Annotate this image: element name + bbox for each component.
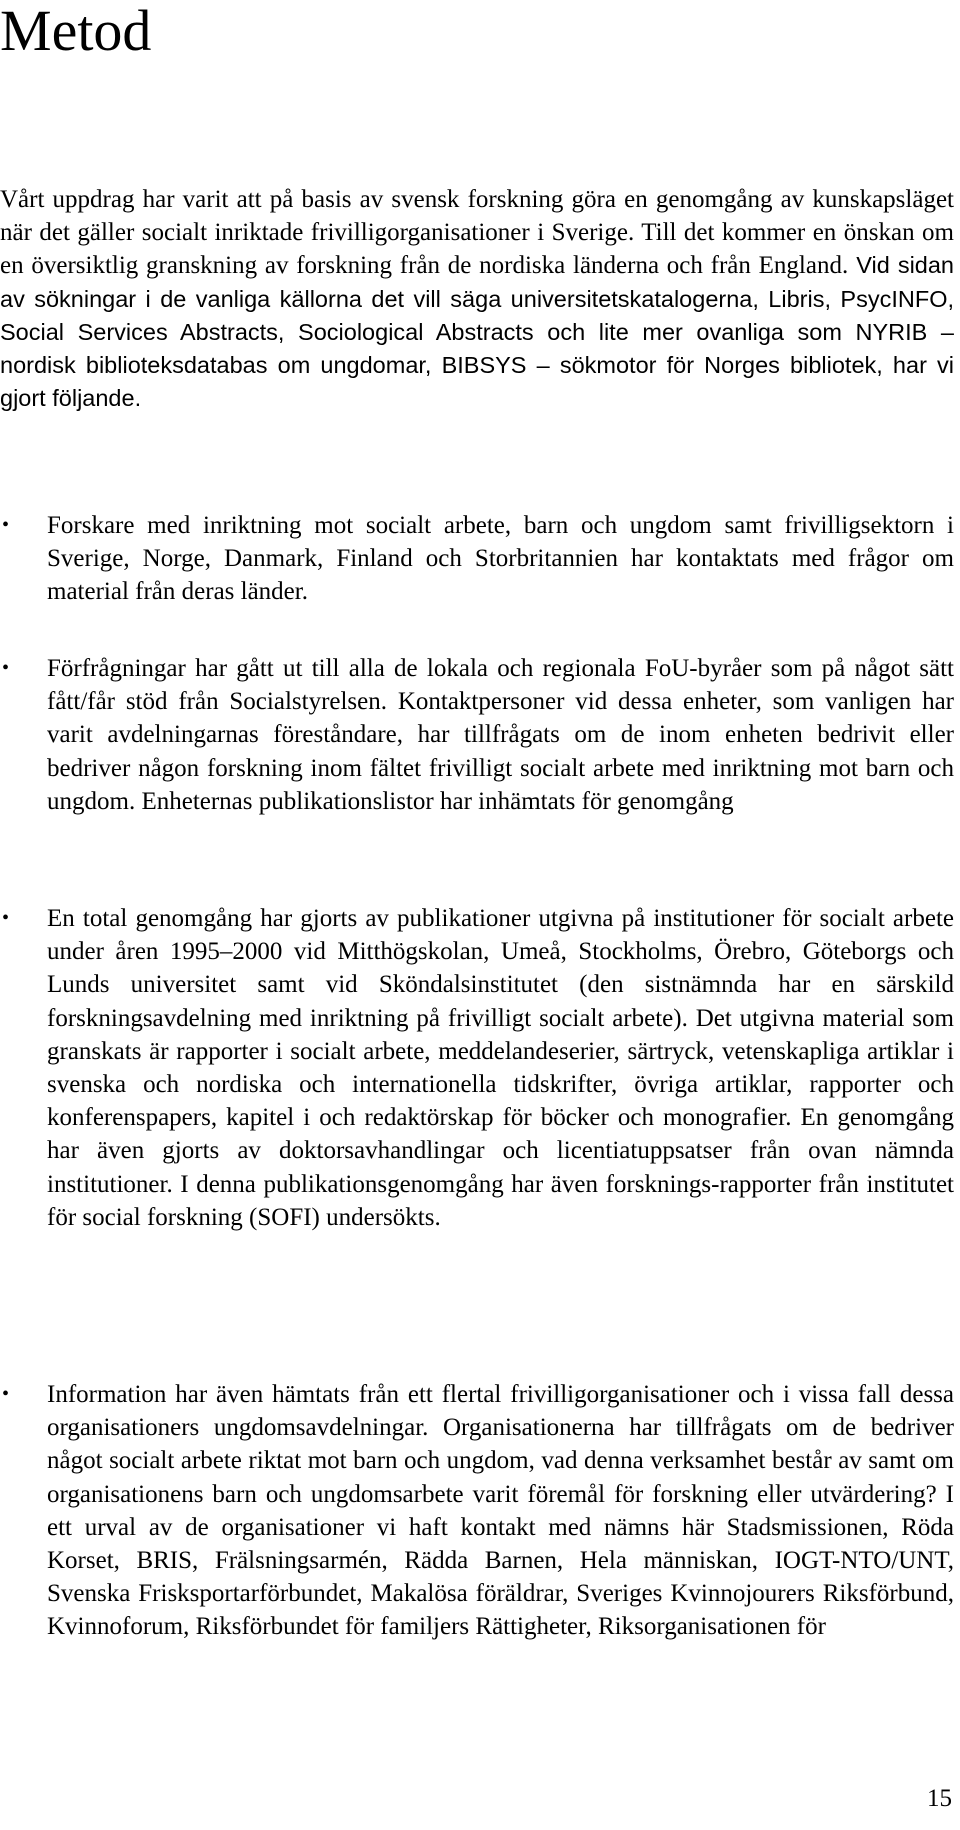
bullet-icon: • xyxy=(2,1383,10,1405)
bullet-item-publication-review xyxy=(0,902,954,1234)
bullet-item-organisations xyxy=(0,1378,954,1644)
bullet-item-researchers xyxy=(0,509,954,609)
bullet-text: En total genomgång har gjorts av publikationer utgivna på institutioner för socialt arbete under åren 1995–2000 vid Mitthögskolan, Umeå, Stockholms, Örebro, Göteborgs och Lunds universitet samt vid Sköndalsinstitutet (den sistnämnda har en särskild forskningsavdelning med inriktning på frivilligt socialt arbete). Det utgivna material som granskats är rapporter i socialt arbete, meddelandeserier, särtryck, vetenskapliga artiklar i svenska och nordiska och internationella tidskrifter, övriga artiklar, rapporter och konferenspapers, kapitel i och redaktörskap för böcker och monografier. En genomgång har även gjorts av doktorsavhandlingar och licentiatuppsatser från ovan nämnda institutioner. I denna publikationsgenomgång har även forsknings-rapporter från institutet för social forskning (SOFI) undersökts. xyxy=(47,905,954,1231)
intro-text-part1: Vårt uppdrag har varit att på basis av svensk forskning göra en genomgång av kunskapsläget när det gäller socialt inriktade frivilligorganisationer i Sverige. Till det kommer en önskan om en översiktlig granskning av forskning från de nordiska länderna och från England. xyxy=(0,186,954,280)
bullet-icon: • xyxy=(2,657,10,679)
bullet-icon: • xyxy=(2,907,10,929)
intro-paragraph xyxy=(0,183,954,415)
intro-text-part2: Vid sidan av sökningar i de vanliga källorna det vill säga universitetskatalogerna, Libris, PsycINFO, Social Services Abstracts, Sociological Abstracts och lite mer ovanliga som NYRIB – nordisk biblioteksdatabas om ungdomar, BIBSYS – sökmotor för Norges bibliotek, har vi gjort följande. xyxy=(0,252,954,412)
page-title: Metod xyxy=(0,0,152,63)
bullet-icon: • xyxy=(2,514,10,536)
bullet-text: Forskare med inriktning mot socialt arbete, barn och ungdom samt frivilligsektorn i Sverige, Norge, Danmark, Finland och Storbritannien har kontaktats med frågor om material från deras länder. xyxy=(47,512,954,606)
bullet-item-fou-inquiries xyxy=(0,652,954,818)
bullet-text: Information har även hämtats från ett flertal frivilligorganisationer och i vissa fall dessa organisationers ungdomsavdelningar. Organisationerna har tillfrågats om de bedriver något socialt arbete riktat mot barn och ungdom, vad denna verksamhet består av samt om organisationens barn och ungdomsarbete varit föremål för forskning eller utvärdering? I ett urval av de organisationer vi haft kontakt med nämns här Stadsmissionen, Röda Korset, BRIS, Frälsningsarmén, Rädda Barnen, Hela människan, IOGT-NTO/UNT, Svenska Frisksportarförbundet, Makalösa föräldrar, Sveriges Kvinnojourers Riksförbund, Kvinnoforum, Riksförbundet för familjers Rättigheter, Riksorganisationen för xyxy=(47,1381,954,1641)
page-number: 15 xyxy=(927,1785,952,1812)
bullet-text: Förfrågningar har gått ut till alla de lokala och regionala FoU-byråer som på något sätt fått/får stöd från Socialstyrelsen. Kontaktpersoner vid dessa enheter, som vanligen har varit avdelningarnas föreståndare, har tillfrågats om de inom enheten bedrivit eller bedriver någon forskning inom fältet frivilligt socialt arbete med inriktning mot barn och ungdom. Enheternas publikationslistor har inhämtats för genomgång xyxy=(47,655,954,815)
